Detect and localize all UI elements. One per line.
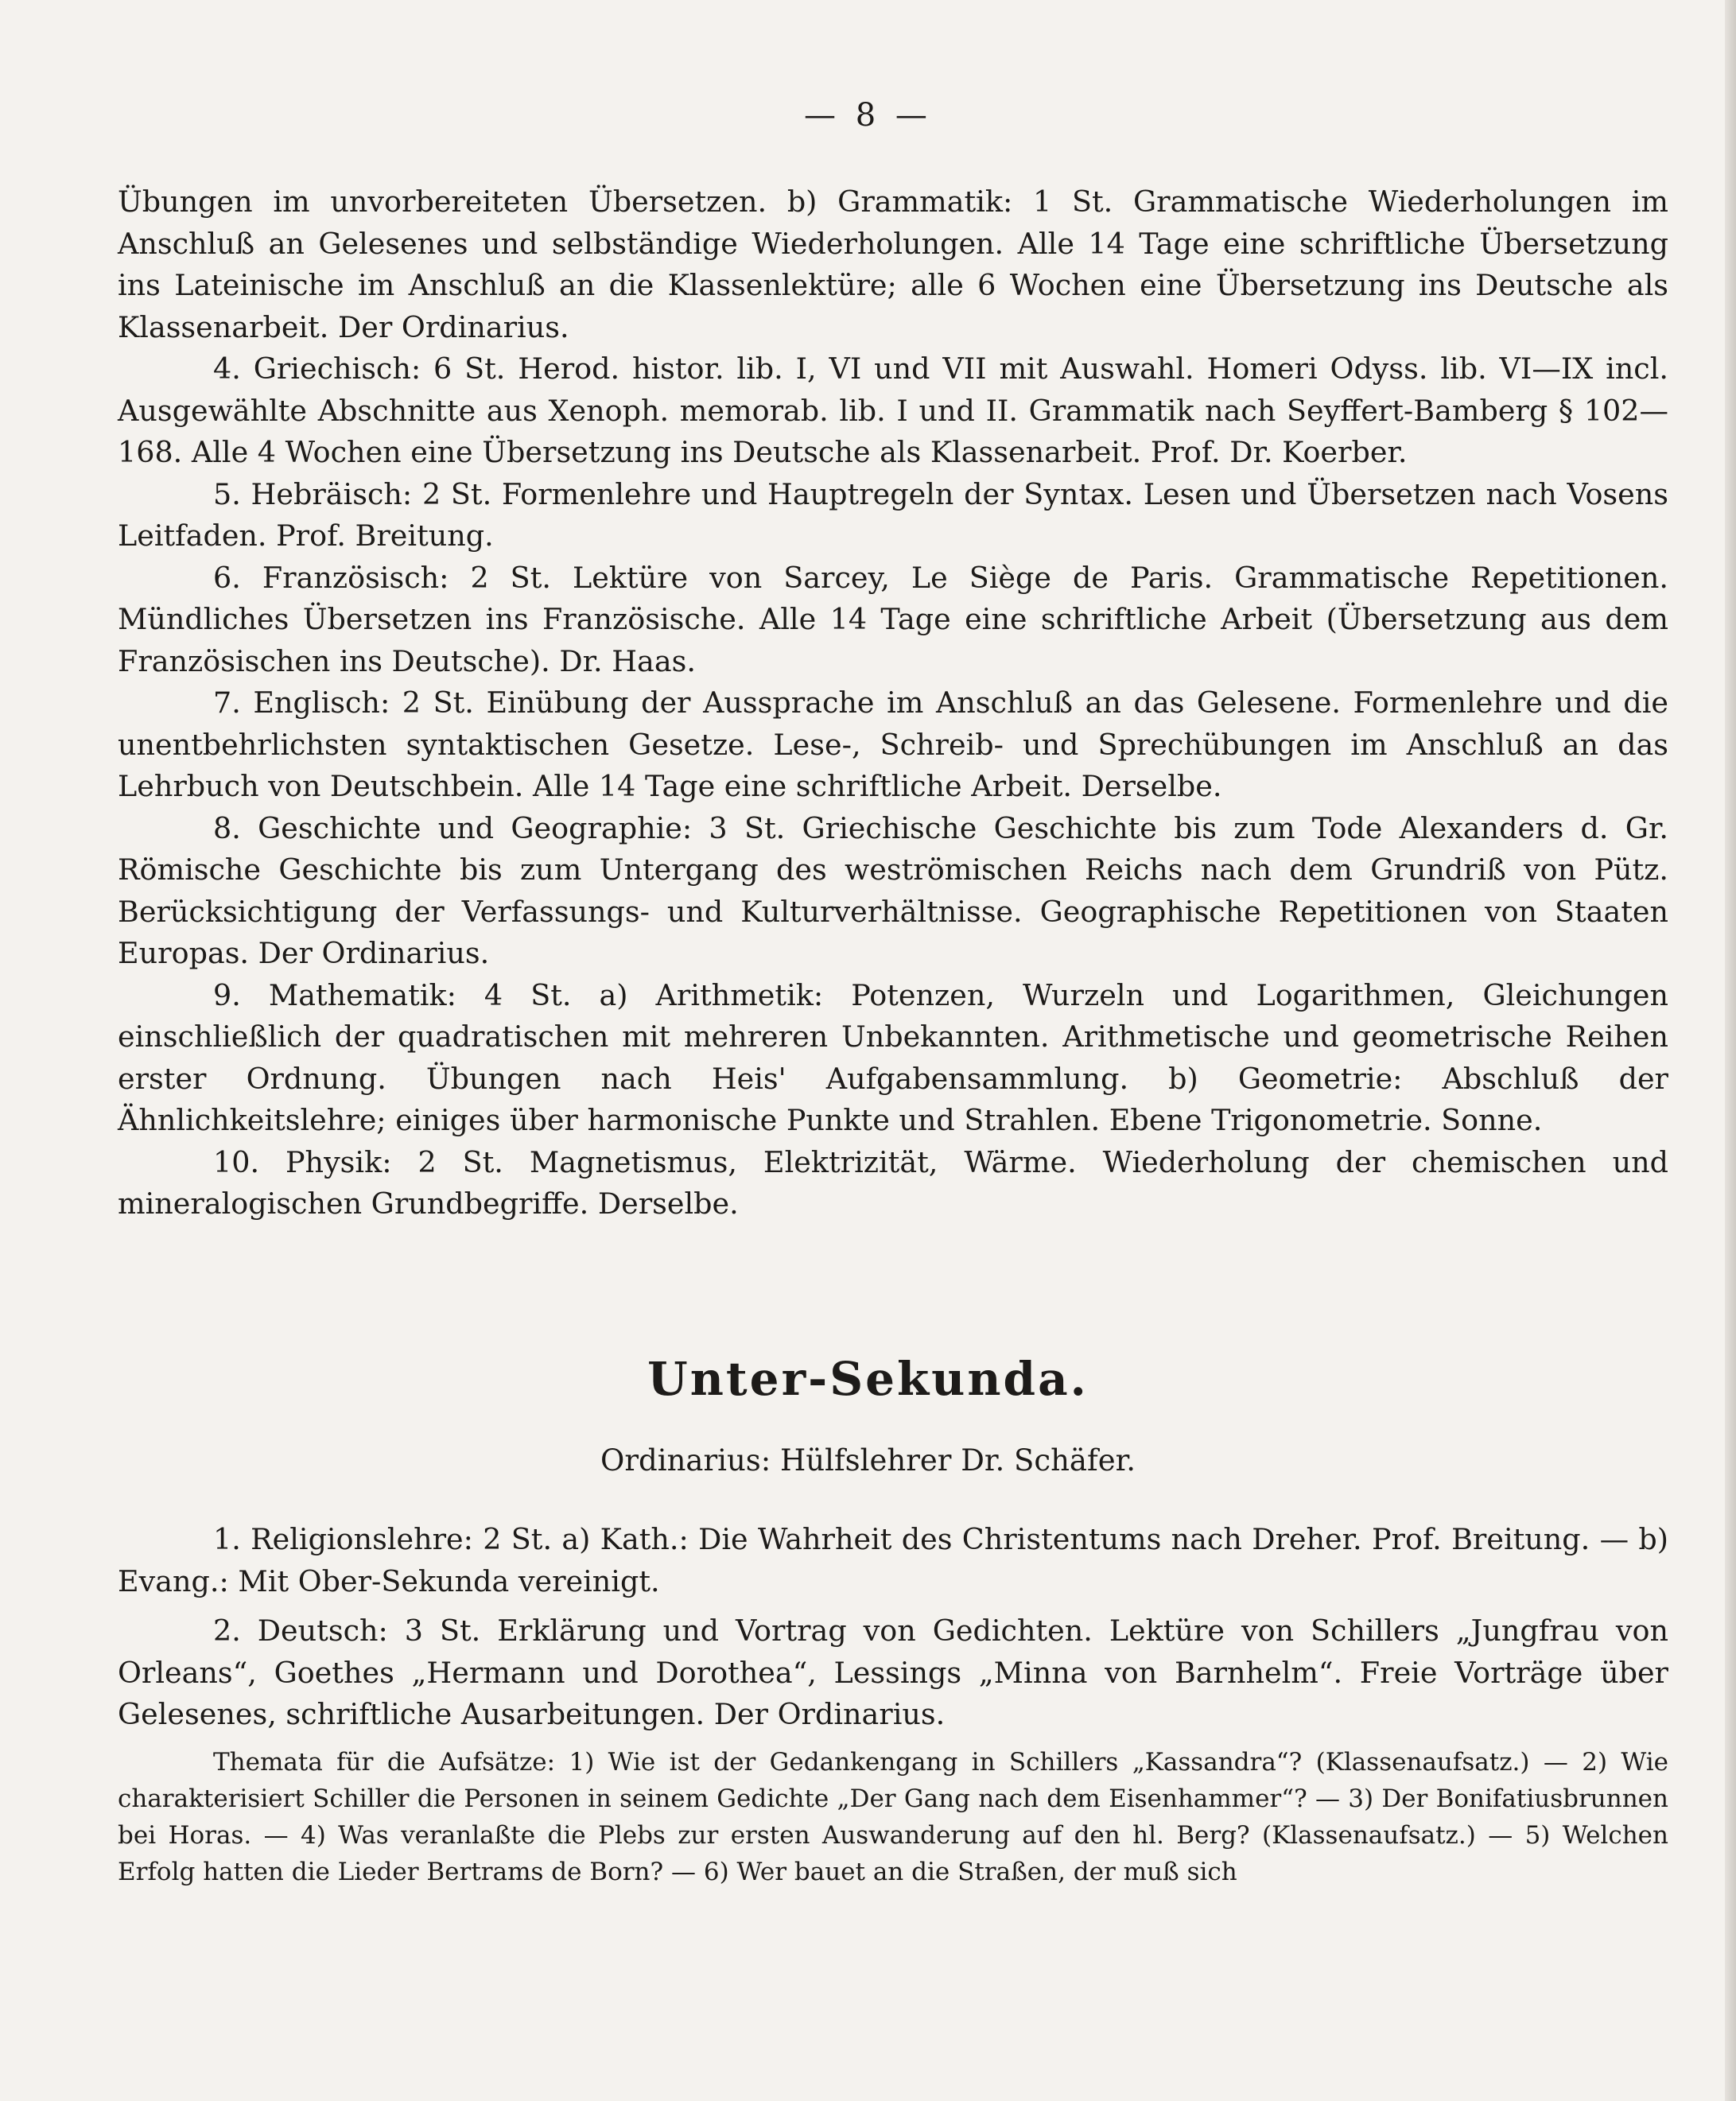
page-edge-shadow [1725, 0, 1736, 2101]
religion-paragraph: 1. Religionslehre: 2 St. a) Kath.: Die Wahrheit des Christentums nach Dreher. Prof. Breitung. — b) Evang.: Mit Ober-Sekunda vereinigt. [118, 1522, 1668, 1598]
hebrew-paragraph: 5. Hebräisch: 2 St. Formenlehre und Hauptregeln der Syntax. Lesen und Übersetzen nach Vosens Leitfaden. Prof. Breitung. [118, 476, 1668, 553]
latin-paragraph-end: Übungen im unvorbereiteten Übersetzen. b) Grammatik: 1 St. Grammatische Wiederholungen im Anschluß an Gelesenes und selbständige Wiederholungen. Alle 14 Tage eine schriftliche Übersetzung ins Lateinische im Anschluß an die Klassenlektüre; alle 6 Wochen eine Übersetzung ins Deutsche als Klassenarbeit. Der Ordinarius. [118, 184, 1668, 344]
math-paragraph: 9. Mathematik: 4 St. a) Arithmetik: Potenzen, Wurzeln und Logarithmen, Gleichungen einschließlich der quadratischen mit mehreren Unbekannten. Arithmetische und geometrische Reihen erster Ordnung. Übungen nach Heis' Aufgabensammlung. b) Geometrie: Abschluß der Ähnlichkeitslehre; einiges über harmonische Punkte und Strahlen. Ebene Trigonometrie. Sonne. [118, 977, 1668, 1137]
section-heading: Unter-Sekunda. [647, 1352, 1089, 1406]
history-paragraph: 8. Geschichte und Geographie: 3 St. Griechische Geschichte bis zum Tode Alexanders d. Gr. Römische Geschichte bis zum Untergang des weströmischen Reichs nach dem Grundriß von Pütz. Berücksichtigung der Verfassungs- und Kulturverhältnisse. Geographische Repetitionen von Staaten Europas. Der Ordinarius. [118, 810, 1668, 970]
english-paragraph: 7. Englisch: 2 St. Einübung der Aussprache im Anschluß an das Gelesene. Formenlehre und die unentbehrlichsten syntaktischen Gesetze. Lese-, Schreib- und Sprechübungen im Anschluß an das Lehrbuch von Deutschbein. Alle 14 Tage eine schriftliche Arbeit. Derselbe. [118, 685, 1668, 803]
essay-themes: Themata für die Aufsätze: 1) Wie ist der Gedankengang in Schillers „Kassandra“? (Klassenaufsatz.) — 2) Wie charakterisiert Schiller die Personen in seinem Gedichte „Der Gang nach dem Eisenhammer“? — 3) Der Bonifatiusbrunnen bei Horas. — 4) Was veranlaßte die Plebs zur ersten Auswanderung auf den hl. Berg? (Klassenaufsatz.) — 5) Welchen Erfolg hatten die Lieder Bertrams de Born? — 6) Wer bauet an die Straßen, der muß sich [118, 1747, 1668, 1886]
unter-sekunda-body [118, 1519, 1668, 1890]
french-paragraph: 6. Französisch: 2 St. Lektüre von Sarcey, Le Siège de Paris. Grammatische Repetitionen. Mündliches Übersetzen ins Französische. Alle 14 Tage eine schriftliche Arbeit (Übersetzung aus dem Französischen ins Deutsche). Dr. Haas. [118, 560, 1668, 678]
german-paragraph: 2. Deutsch: 3 St. Erklärung und Vortrag von Gedichten. Lektüre von Schillers „Jungfrau von Orleans“, Goethes „Hermann und Dorothea“, Lessings „Minna von Barnhelm“. Freie Vorträge über Gelesenes, schriftliche Ausarbeitungen. Der Ordinarius. [118, 1614, 1668, 1731]
greek-paragraph: 4. Griechisch: 6 St. Herod. histor. lib. I, VI und VII mit Auswahl. Homeri Odyss. lib. VI—IX incl. Ausgewählte Abschnitte aus Xenoph. memorab. lib. I und II. Grammatik nach Seyffert-Bamberg § 102—168. Alle 4 Wochen eine Übersetzung ins Deutsche als Klassenarbeit. Prof. Dr. Koerber. [118, 351, 1668, 469]
ober-sekunda-continuation [118, 181, 1668, 1225]
page-number: — 8 — [804, 97, 932, 134]
section-ordinarius: Ordinarius: Hülfslehrer Dr. Schäfer. [600, 1443, 1136, 1478]
physics-paragraph: 10. Physik: 2 St. Magnetismus, Elektrizität, Wärme. Wiederholung der chemischen und mineralogischen Grundbegriffe. Derselbe. [118, 1144, 1668, 1221]
